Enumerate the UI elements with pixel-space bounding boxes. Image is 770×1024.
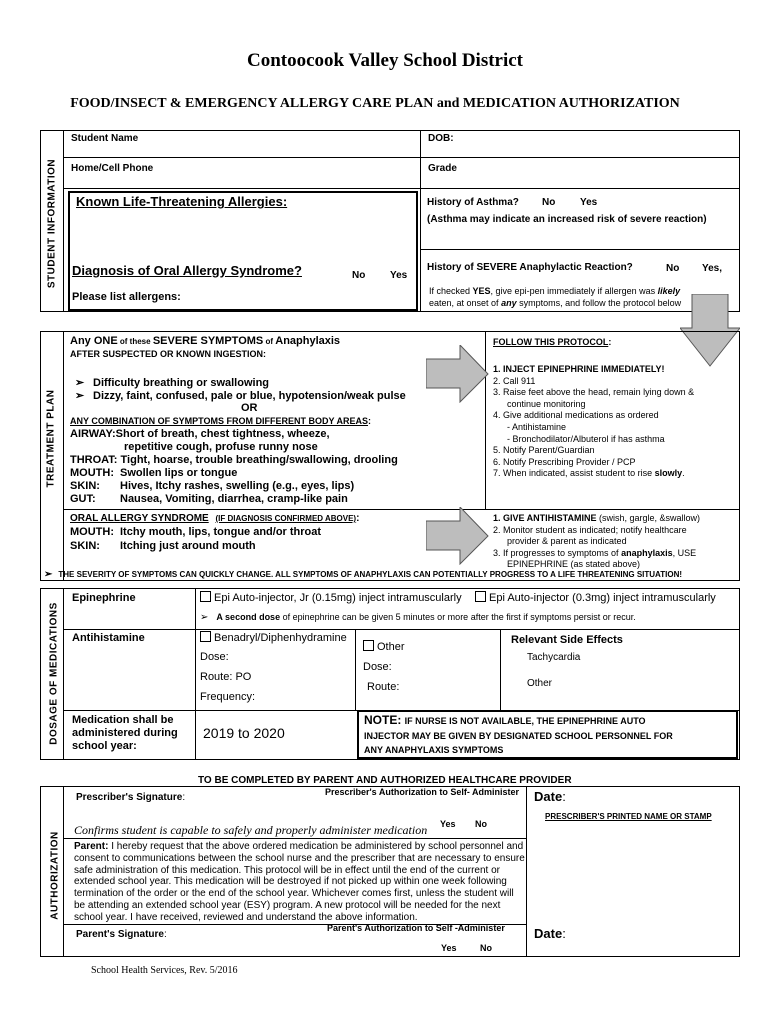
protocol-step: 1. INJECT EPINEPHRINE IMMEDIATELY! — [493, 364, 665, 374]
prescriber-signature-label: Prescriber's Signature: — [76, 792, 186, 803]
confirms-statement: Confirms student is capable to safely and properly administer medication — [74, 823, 428, 837]
prescriber-date-label: Date: — [534, 789, 566, 804]
parent-date-label: Date: — [534, 926, 566, 941]
protocol-step: - Antihistamine — [507, 421, 567, 432]
side-effect-other: Other — [527, 678, 553, 689]
follow-protocol: FOLLOW THIS PROTOCOL: — [493, 337, 612, 347]
phone-label: Home/Cell Phone — [71, 163, 154, 174]
prescriber-self-admin: Prescriber's Authorization to Self- Administer — [325, 787, 520, 797]
checkbox-icon[interactable] — [475, 591, 486, 602]
prescriber-no[interactable]: No — [475, 819, 487, 829]
printed-name-label: PRESCRIBER'S PRINTED NAME OR STAMP — [545, 812, 712, 821]
dob-label: DOB: — [428, 133, 454, 144]
epi-option-adult[interactable]: Epi Auto-injector (0.3mg) inject intramuscularly — [475, 591, 716, 604]
second-dose-note: ➢ A second dose of epinephrine can be given 5 minutes or more after the first if symptoms persist or recur. — [200, 612, 636, 623]
protocol-step: 2. Call 911 — [493, 375, 536, 386]
anaphylaxis-label: History of SEVERE Anaphylactic Reaction? — [427, 262, 633, 273]
anaphylaxis-no[interactable]: No — [666, 263, 680, 274]
student-info-side-label: STUDENT INFORMATION — [46, 158, 58, 289]
document-title: Contoocook Valley School District — [246, 50, 524, 71]
oas-label: Diagnosis of Oral Allergy Syndrome? — [72, 263, 302, 278]
oas-yes[interactable]: Yes — [390, 270, 408, 281]
student-name-label: Student Name — [71, 133, 139, 144]
allergens-label: Please list allergens: — [72, 291, 181, 303]
footer-revision: School Health Services, Rev. 5/2016 — [91, 965, 238, 976]
skin-line: SKIN: Hives, Itchy rashes, swelling (e.g., eyes, lips) — [70, 480, 355, 492]
protocol-step: 6. Notify Prescribing Provider / PCP — [493, 456, 636, 467]
parent-consent: Parent: I hereby request that the above ordered medication be administered by school personnel and consent to communications between the school nurse and the prescriber that are necessary to ensure safe administration of this medication. This protocol will be in effect until the end of the current or extended school year. This medication will be destroyed if not picked up within one week following termination of the order or the end of the school year. Whichever comes first, unless the student will be attending an extended school year (ESY) program. A new protocol will be needed for the next school year. I have received, reviewed and understand the above information. — [74, 841, 525, 923]
checkbox-icon[interactable] — [363, 640, 374, 651]
authorization-side-label: AUTHORIZATION — [49, 831, 61, 920]
asthma-label: History of Asthma? — [427, 197, 519, 208]
route-field[interactable]: Route: PO — [200, 671, 252, 683]
combination-heading: ANY COMBINATION OF SYMPTOMS FROM DIFFERENT BODY AREAS: — [70, 416, 372, 426]
protocol-step: 5. Notify Parent/Guardian — [493, 445, 595, 456]
dose-field[interactable]: Dose: — [200, 651, 229, 663]
protocol-step: 7. When indicated, assist student to rise slowly. — [493, 468, 685, 479]
parent-yes[interactable]: Yes — [441, 943, 457, 953]
anaphylaxis-note: If checked YES, give epi-pen immediately if allergen was likely eaten, at onset of any symptoms, and follow the protocol below — [429, 286, 682, 308]
right-arrow-icon — [426, 345, 490, 403]
airway-line: AIRWAY:Short of breath, chest tightness, wheeze, — [70, 428, 330, 440]
nurse-note: NOTE: IF NURSE IS NOT AVAILABLE, THE EPINEPHRINE AUTO INJECTOR MAY BE GIVEN BY DESIGNATED SCHOOL PERSONNEL FOR ANY ANAPHYLAXIS SYMPTOMS — [364, 713, 673, 755]
throat-line: THROAT: Tight, hoarse, trouble breathing/swallowing, drooling — [70, 454, 398, 466]
oas-heading: ORAL ALLERGY SYNDROME (IF DIAGNOSIS CONFIRMED ABOVE): — [70, 513, 360, 524]
parent-no[interactable]: No — [480, 943, 492, 953]
checkbox-icon[interactable] — [200, 631, 211, 642]
airway-line-2: repetitive cough, profuse runny nose — [124, 441, 318, 453]
oas-skin-line: SKIN: Itching just around mouth — [70, 540, 256, 552]
admin-period-label: Medication shall be administered during school year: — [72, 714, 178, 752]
severe-heading: Any ONE of these SEVERE SYMPTOMS of Anaphylaxis — [70, 335, 341, 347]
other-option[interactable]: Other — [363, 640, 405, 653]
severe-bullet-1: ➢ Difficulty breathing or swallowing — [75, 377, 270, 389]
asthma-note: (Asthma may indicate an increased risk of severe reaction) — [427, 214, 707, 225]
benadryl-option[interactable]: Benadryl/Diphenhydramine — [200, 631, 347, 644]
side-effects-label: Relevant Side Effects — [511, 634, 623, 646]
after-ingestion: AFTER SUSPECTED OR KNOWN INGESTION: — [70, 349, 267, 359]
epi-option-jr[interactable]: Epi Auto-injector, Jr (0.15mg) inject intramuscularly — [200, 591, 462, 604]
protocol-step: continue monitoring — [507, 398, 586, 409]
oas-no[interactable]: No — [352, 270, 366, 281]
school-year-value[interactable]: 2019 to 2020 — [203, 725, 285, 741]
authorization-heading: TO BE COMPLETED BY PARENT AND AUTHORIZED HEALTHCARE PROVIDER — [198, 775, 572, 786]
severity-warning: ➢ THE SEVERITY OF SYMPTOMS CAN QUICKLY CHANGE. ALL SYMPTOMS OF ANAPHYLAXIS CAN POTENTIALLY PROGRESS TO A LIFE THREATENING SITUATION! — [44, 569, 683, 580]
severe-bullet-2: ➢ Dizzy, faint, confused, pale or blue, hypotension/weak pulse — [75, 390, 406, 402]
protocol-step: 4. Give additional medications as ordered — [493, 410, 659, 421]
mouth-line: MOUTH: Swollen lips or tongue — [70, 467, 238, 479]
other-route-field[interactable]: Route: — [367, 681, 400, 693]
right-arrow-icon — [426, 507, 490, 565]
protocol-step: 3. Raise feet above the head, remain lying down & — [493, 387, 695, 398]
oas-mouth-line: MOUTH: Itchy mouth, lips, tongue and/or throat — [70, 526, 322, 538]
protocol-step: - Bronchodilator/Albuterol if has asthma — [507, 433, 665, 444]
gut-line: GUT: Nausea, Vomiting, diarrhea, cramp-like pain — [70, 493, 348, 505]
asthma-no[interactable]: No — [542, 197, 556, 208]
dosage-side-label: DOSAGE OF MEDICATIONS — [48, 602, 60, 745]
grade-label: Grade — [428, 163, 457, 174]
frequency-field[interactable]: Frequency: — [200, 691, 256, 703]
oas-steps: 1. GIVE ANTIHISTAMINE (swish, gargle, &swallow) 2. Monitor student as indicated; notify healthcare provider & parent as indicated 3. If progresses to symptoms of anaphylaxis, USE EPINEPHRINE (as stated above) — [493, 513, 701, 570]
or-label: OR — [241, 402, 258, 414]
protocol-steps — [493, 364, 694, 480]
epinephrine-label: Epinephrine — [72, 592, 136, 604]
checkbox-icon[interactable] — [200, 591, 211, 602]
document-subtitle: FOOD/INSECT & EMERGENCY ALLERGY CARE PLAN and MEDICATION AUTHORIZATION — [70, 96, 680, 111]
parent-signature-label: Parent's Signature: — [76, 929, 167, 940]
prescriber-yes[interactable]: Yes — [440, 819, 456, 829]
asthma-yes[interactable]: Yes — [580, 197, 598, 208]
parent-self-admin: Parent's Authorization to Self -Administer — [327, 923, 505, 933]
side-effect-tachycardia: Tachycardia — [527, 652, 581, 663]
other-dose-field[interactable]: Dose: — [363, 661, 392, 673]
antihistamine-label: Antihistamine — [72, 632, 145, 644]
anaphylaxis-yes[interactable]: Yes, — [702, 263, 723, 274]
treatment-side-label: TREATMENT PLAN — [45, 389, 57, 488]
allergies-label: Known Life-Threatening Allergies: — [76, 194, 288, 209]
